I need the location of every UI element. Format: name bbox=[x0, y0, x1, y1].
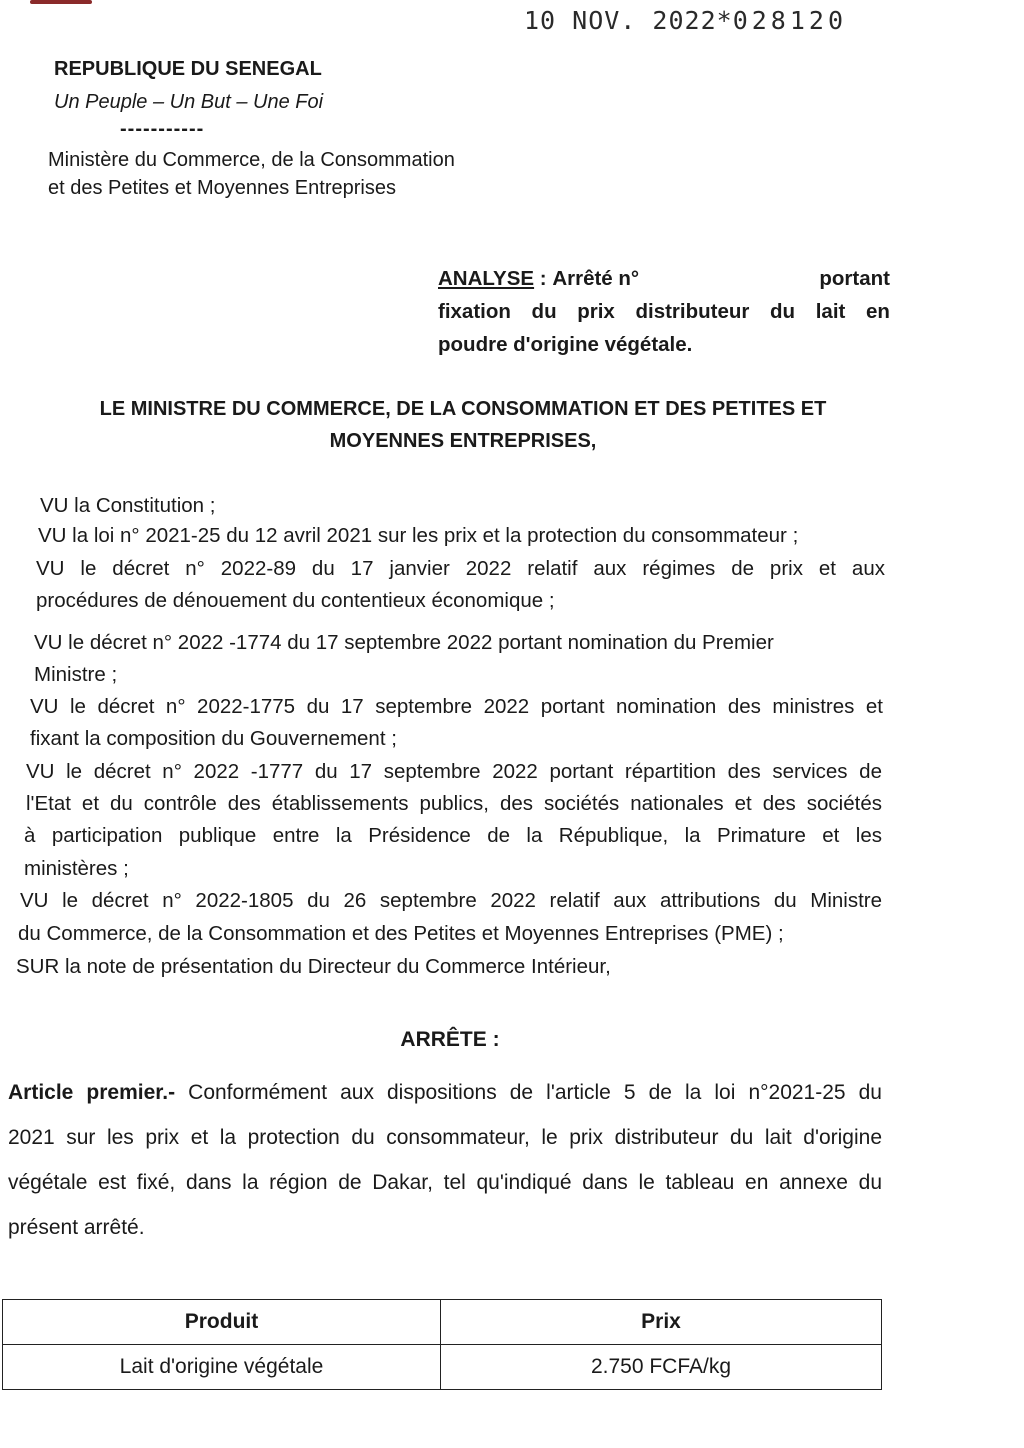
visa-line: VU le décret n° 2022 -1774 du 17 septembre 2022 portant nomination du Premier bbox=[34, 631, 774, 654]
table-header-row bbox=[3, 1300, 882, 1345]
analyse-word: du bbox=[770, 300, 796, 323]
analyse-word: prix bbox=[577, 300, 615, 323]
ministry-line-2: et des Petites et Moyennes Entreprises bbox=[48, 177, 396, 199]
analyse-colon: : bbox=[534, 267, 547, 290]
visa-line: fixant la composition du Gouvernement ; bbox=[30, 727, 397, 750]
column-header-produit: Produit bbox=[3, 1300, 441, 1345]
price-cell: 2.750 FCFA/kg bbox=[441, 1345, 882, 1390]
visa-line: VU la loi n° 2021-25 du 12 avril 2021 sur les prix et la protection du consommateur ; bbox=[38, 524, 799, 547]
article-line-4: présent arrêté. bbox=[8, 1216, 145, 1239]
analyse-block bbox=[438, 262, 890, 361]
visa-line: VU le décret n° 2022 -1777 du 17 septembre 2022 portant répartition des services de bbox=[26, 760, 882, 783]
analyse-word: du bbox=[531, 300, 557, 323]
minister-title-line-1: LE MINISTRE DU COMMERCE, DE LA CONSOMMATION ET DES PETITES ET bbox=[99, 398, 827, 420]
national-motto: Un Peuple – Un But – Une Foi bbox=[54, 91, 324, 113]
minister-title-line-2: MOYENNES ENTREPRISES, bbox=[329, 430, 597, 452]
arrete-heading: ARRÊTE : bbox=[400, 1028, 500, 1051]
table-row bbox=[3, 1345, 882, 1390]
stamp-date: 10 NOV. 2022 bbox=[524, 6, 717, 35]
analyse-word: en bbox=[865, 300, 890, 323]
registration-stamp bbox=[524, 6, 847, 35]
visa-line: à participation publique entre la Présidence de la République, la Primature et les bbox=[24, 824, 882, 847]
stamp-number: 028120 bbox=[732, 6, 847, 35]
visa-line: du Commerce, de la Consommation et des Petites et Moyennes Entreprises (PME) ; bbox=[18, 922, 784, 945]
analyse-left bbox=[438, 262, 639, 295]
visa-line: procédures de dénouement du contentieux économique ; bbox=[36, 589, 555, 612]
article-text-1: Conformément aux dispositions de l'article 5 de la loi n°2021-25 du bbox=[175, 1081, 882, 1104]
analyse-word: distributeur bbox=[635, 300, 750, 323]
analyse-line-2 bbox=[438, 295, 890, 328]
country-name: REPUBLIQUE DU SENEGAL bbox=[54, 58, 322, 80]
visa-line: Ministre ; bbox=[34, 663, 118, 686]
corner-ink-mark bbox=[30, 0, 92, 4]
visa-line: ministères ; bbox=[24, 857, 129, 880]
visa-line: VU le décret n° 2022-1775 du 17 septembre 2022 portant nomination des ministres et bbox=[30, 695, 883, 718]
ministry-line-1: Ministère du Commerce, de la Consommation bbox=[48, 149, 455, 171]
analyse-label: ANALYSE bbox=[438, 267, 535, 290]
price-table bbox=[2, 1299, 882, 1390]
article-line-3: végétale est fixé, dans la région de Dakar, tel qu'indiqué dans le tableau en annexe du bbox=[8, 1171, 882, 1194]
stamp-separator: * bbox=[716, 6, 733, 35]
article-premier bbox=[8, 1070, 882, 1250]
arrete-number-label: Arrêté n° bbox=[552, 267, 640, 290]
analyse-line-3: poudre d'origine végétale. bbox=[438, 333, 693, 356]
analyse-word: lait bbox=[815, 300, 846, 323]
visa-line: l'Etat et du contrôle des établissements publics, des sociétés nationales et des sociétés bbox=[26, 792, 882, 815]
visa-line: VU le décret n° 2022-89 du 17 janvier 2022 relatif aux régimes de prix et aux bbox=[36, 557, 885, 580]
visa-line: VU la Constitution ; bbox=[40, 494, 216, 517]
visa-line: SUR la note de présentation du Directeur du Commerce Intérieur, bbox=[16, 955, 611, 978]
article-line-1 bbox=[8, 1070, 882, 1115]
article-line-2: 2021 sur les prix et la protection du consommateur, le prix distributeur du lait d'origine bbox=[8, 1126, 882, 1149]
product-cell: Lait d'origine végétale bbox=[3, 1345, 441, 1390]
ministry-name bbox=[48, 146, 455, 202]
visa-line: VU le décret n° 2022-1805 du 26 septembre 2022 relatif aux attributions du Ministre bbox=[20, 889, 882, 912]
analyse-word: fixation bbox=[438, 300, 511, 323]
article-label: Article premier.- bbox=[8, 1081, 176, 1104]
minister-title bbox=[40, 393, 886, 457]
header-separator: ----------- bbox=[120, 118, 205, 140]
analyse-line-1 bbox=[438, 262, 890, 295]
column-header-prix: Prix bbox=[441, 1300, 882, 1345]
analyse-portant: portant bbox=[819, 267, 890, 290]
